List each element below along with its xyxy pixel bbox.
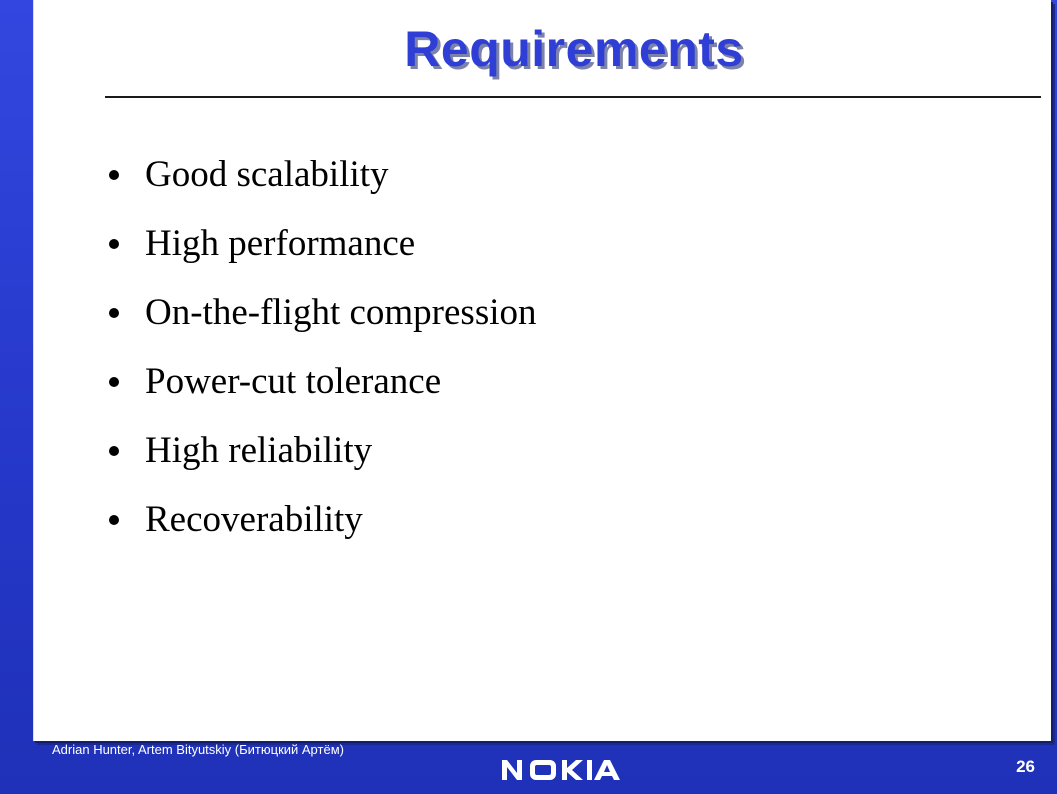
bullet-item (107, 140, 537, 209)
bullet-dot-icon (109, 170, 119, 180)
footer-author: Adrian Hunter, Artem Bityutskiy (Битюцкий Артём) (52, 742, 344, 757)
bullet-dot-icon (109, 239, 119, 249)
bullet-item (107, 485, 537, 554)
nokia-logo (496, 754, 626, 786)
slide-content-panel (33, 0, 1051, 741)
bullet-text: Recoverability (145, 499, 363, 540)
bullet-text: On-the-flight compression (145, 292, 537, 333)
bullet-text: High performance (145, 223, 416, 264)
bullet-dot-icon (109, 446, 119, 456)
bullet-dot-icon (109, 308, 119, 318)
bullet-dot-icon (109, 515, 119, 525)
bullet-item (107, 347, 537, 416)
slide-title: Requirements (404, 21, 744, 77)
bullet-text: Power-cut tolerance (145, 361, 442, 402)
title-divider (105, 96, 1041, 98)
bullet-item (107, 416, 537, 485)
bullet-text: Good scalability (145, 154, 389, 195)
bullet-item (107, 278, 537, 347)
bullet-dot-icon (109, 377, 119, 387)
page-number: 26 (1016, 757, 1035, 776)
nokia-logo-icon (496, 754, 626, 786)
bullet-item (107, 209, 537, 278)
bullet-list (107, 140, 537, 554)
bullet-text: High reliability (145, 430, 373, 471)
